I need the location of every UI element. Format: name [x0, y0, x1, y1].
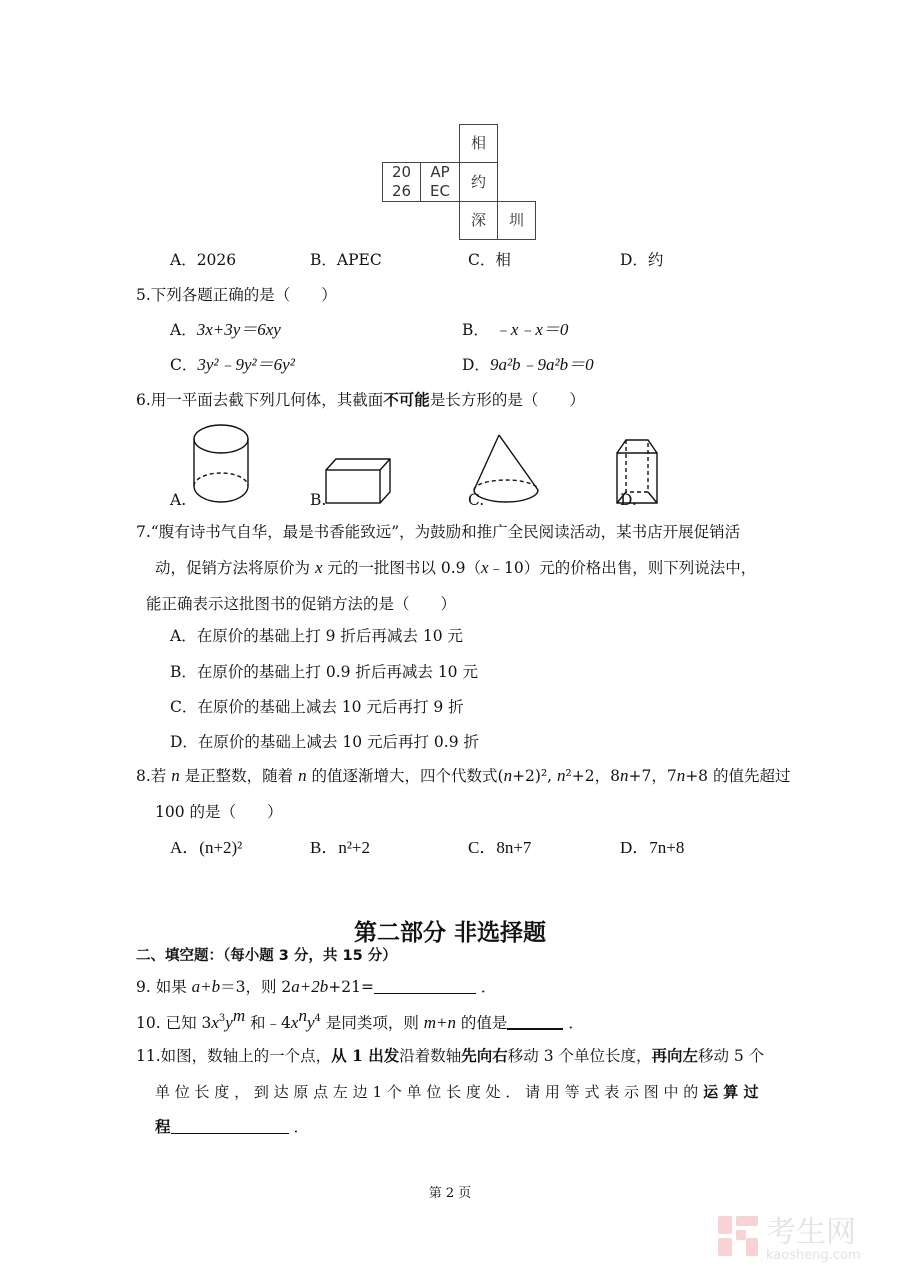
stem-text: 移动 5 个 — [698, 1047, 765, 1065]
option-d — [462, 355, 594, 375]
stem-text: 单 位 长 度 ， 到 达 原 点 左 边 1 个 单 位 长 度 处 ． 请 用 等 式 表 示 图 中 的 — [155, 1083, 704, 1101]
option: D．7n+8 — [620, 838, 685, 857]
net-cell: AP EC — [420, 162, 460, 202]
stem-bold: 程 — [155, 1117, 171, 1136]
option-text: ﹣x﹣x＝0 — [493, 320, 569, 339]
stem-text: 8.若 — [136, 767, 172, 785]
variable: x — [290, 1013, 299, 1032]
exponent: m — [232, 1006, 246, 1025]
option-label: D． — [462, 356, 490, 374]
option: B．n²+2 — [310, 838, 371, 857]
question-stem — [136, 766, 790, 786]
option-a — [170, 320, 281, 340]
variable: y — [306, 1013, 315, 1032]
figure-label: D. — [620, 491, 637, 509]
stem-text: 10. 已知 3 — [136, 1014, 212, 1032]
variable: n — [619, 766, 629, 785]
stem-text: 和﹣4 — [245, 1014, 291, 1032]
stem-text: 11.如图，数轴上的一个点， — [136, 1047, 332, 1065]
figure-label: C. — [468, 491, 485, 509]
variable: n — [298, 766, 307, 785]
option-text: 3x+3y＝6xy — [196, 320, 281, 339]
page-number: 第 2 页 — [428, 1186, 472, 1201]
stem-text: ． — [475, 978, 497, 996]
stem-text: 动，促销方法将原价为 — [155, 559, 315, 577]
stem-text: +7，7 — [628, 767, 677, 785]
stem-text: +8 的值先超过 — [685, 767, 791, 785]
stem-text: ． — [288, 1118, 309, 1136]
svg-text:考生网: 考生网 — [766, 1215, 856, 1250]
stem-text: 元的一批图书以 0.9（ — [322, 559, 481, 577]
net-cell: 相 — [459, 124, 498, 163]
answer-blank[interactable] — [374, 977, 476, 994]
stem-text: ²+2，8 — [565, 767, 620, 785]
cylinder-figure — [194, 425, 248, 502]
stem-text: 是同类项，则 — [320, 1014, 424, 1032]
option: D．约 — [620, 251, 664, 269]
stem-text: 9. 如果 — [136, 978, 192, 996]
option: B．在原价的基础上打 0.9 折后再减去 10 元 — [170, 663, 478, 681]
stem-text: 是长方形的是（ ） — [429, 391, 585, 409]
option-c — [170, 355, 295, 375]
option-label: A． — [170, 321, 197, 339]
stem-text: 移动 3 个单位长度， — [507, 1047, 652, 1065]
variable: x — [211, 1013, 219, 1032]
question-11-line3 — [155, 1117, 309, 1137]
option-text: 3y²﹣9y²＝6y² — [197, 355, 295, 374]
math-expr: a+2b — [291, 977, 329, 996]
stem-bold: 先向右 — [461, 1046, 508, 1065]
option: C．8n+7 — [468, 838, 532, 857]
question-stem: 100 的是（ ） — [155, 803, 283, 821]
stem-text: ． — [563, 1014, 584, 1032]
option-b — [462, 320, 568, 340]
answer-blank[interactable] — [171, 1117, 289, 1134]
option: D．在原价的基础上减去 10 元后再打 0.9 折 — [170, 733, 480, 751]
question-9 — [136, 977, 496, 997]
exponent: 3 — [218, 1013, 226, 1024]
svg-text:kaosheng.com: kaosheng.com — [766, 1248, 861, 1262]
question-11-line2 — [155, 1082, 759, 1102]
question-stem — [155, 558, 756, 578]
stem-text: 的值是 — [456, 1014, 508, 1032]
question-11 — [136, 1046, 764, 1066]
option: A．2026 — [170, 251, 237, 269]
question-stem — [136, 390, 585, 410]
section-heading: 二、填空题：（每小题 3 分，共 15 分） — [136, 948, 397, 964]
question-stem: 7.“腹有诗书气自华，最是书香能致远”，为鼓励和推广全民阅读活动，某书店开展促销活 — [136, 523, 741, 541]
stem-bold: 从 1 出发 — [331, 1046, 400, 1065]
exponent: 4 — [314, 1013, 321, 1024]
watermark-logo — [716, 1204, 886, 1266]
net-cell: 20 26 — [382, 162, 421, 202]
net-cell: 深 — [459, 201, 498, 240]
stem-text: 是正整数，随着 — [179, 767, 299, 785]
math-expr: m+n — [423, 1013, 456, 1032]
variable: n — [676, 766, 686, 785]
question-stem: 5.下列各题正确的是（ ） — [136, 286, 337, 304]
option-label: C． — [170, 356, 198, 374]
stem-text: +21= — [328, 978, 374, 996]
variable: x — [314, 558, 323, 577]
option: A．(n+2)² — [170, 838, 243, 857]
option-text: 9a²b﹣9a²b＝0 — [489, 355, 594, 374]
stem-text: +2)², — [512, 767, 558, 785]
option: C．相 — [468, 251, 511, 269]
question-stem: 能正确表示这批图书的促销方法的是（ ） — [146, 595, 457, 613]
stem-text: ＝3，则 2 — [220, 978, 292, 996]
stem-text: 的值逐渐增大，四个代数式( — [306, 767, 504, 785]
variable: x — [481, 558, 489, 577]
option: A．在原价的基础上打 9 折后再减去 10 元 — [170, 627, 463, 645]
stem-bold: 再向左 — [651, 1046, 698, 1065]
stem-text: 6.用一平面去截下列几何体，其截面 — [136, 391, 384, 409]
net-cell: 圳 — [497, 201, 536, 240]
kaosheng-logo-icon — [716, 1204, 886, 1262]
section-title: 第二部分 非选择题 — [353, 920, 546, 946]
stem-text: ﹣10）元的价格出售，则下列说法中， — [488, 559, 757, 577]
variable: y — [225, 1013, 233, 1032]
stem-bold: 运 算 过 — [703, 1083, 759, 1101]
math-expr: a+b — [191, 977, 221, 996]
stem-bold: 不可能 — [383, 390, 430, 409]
net-cell: 约 — [459, 162, 498, 202]
variable: n — [557, 766, 566, 785]
cuboid-figure — [326, 459, 390, 503]
variable: n — [503, 766, 513, 785]
option: C．在原价的基础上减去 10 元后再打 9 折 — [170, 698, 464, 716]
variable: n — [171, 766, 180, 785]
question-10 — [136, 1006, 584, 1033]
option-label: B． — [462, 321, 489, 339]
figure-label: A. — [170, 491, 187, 509]
exponent: n — [298, 1006, 307, 1025]
figure-label: B. — [310, 491, 327, 509]
answer-blank[interactable] — [507, 1012, 563, 1030]
stem-text: 沿着数轴 — [399, 1047, 462, 1065]
option: B．APEC — [310, 251, 382, 269]
